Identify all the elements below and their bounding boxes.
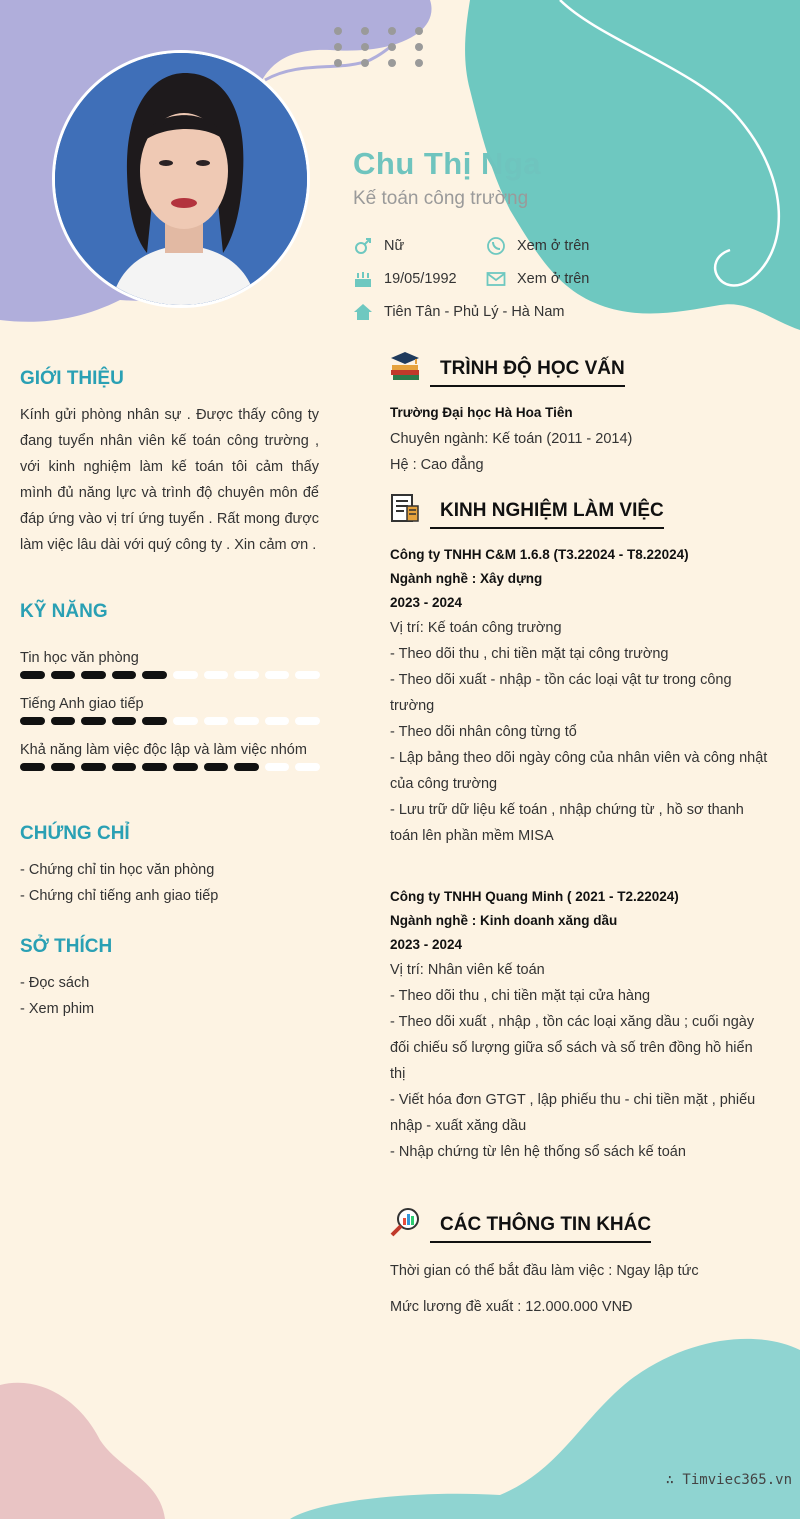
address-value: Tiên Tân - Phủ Lý - Hà Nam: [384, 304, 565, 320]
skill-segment-filled: [112, 717, 137, 725]
candidate-name: Chu Thị Nga: [353, 146, 542, 181]
experience-heading: KINH NGHIỆM LÀM VIỆC: [430, 500, 664, 529]
pink-blob: [0, 1383, 165, 1519]
job-years: 2023 - 2024: [390, 937, 463, 952]
skill-segment-filled: [142, 717, 167, 725]
job-duty: - Nhập chứng từ lên hệ thống sổ sách kế toán: [390, 1144, 686, 1160]
skill-segment-empty: [234, 717, 259, 725]
job-duty: - Theo dõi nhân công từng tổ: [390, 724, 577, 740]
phone-value[interactable]: Xem ở trên: [517, 238, 590, 254]
portrait-image: [55, 53, 310, 308]
bottom-teal-blob: [290, 1339, 800, 1519]
skill-segment-filled: [81, 763, 106, 771]
skill-segment-filled: [142, 671, 167, 679]
intro-heading: GIỚI THIỆU: [20, 368, 124, 389]
watermark: ∴ Timviec365.vn: [665, 1472, 792, 1488]
skill-segment-empty: [204, 671, 229, 679]
skill-segment-filled: [112, 671, 137, 679]
gender-icon: [353, 236, 373, 256]
start-time: Thời gian có thể bắt đầu làm việc : Ngay lập tức: [390, 1263, 699, 1279]
graduation-books-icon: [389, 350, 421, 382]
skill-segment-empty: [234, 671, 259, 679]
skill-item: [20, 650, 320, 696]
phone-icon: [486, 236, 506, 256]
job-position: Vị trí: Kế toán công trường: [390, 620, 562, 636]
skill-segment-filled: [20, 717, 45, 725]
address-row: [353, 302, 565, 322]
skill-bar: [20, 717, 320, 725]
job-years: 2023 - 2024: [390, 595, 463, 610]
job-duty: - Lập bảng theo dõi ngày công của nhân viên và công nhật của công trường: [390, 750, 768, 792]
job-duty: - Theo dõi xuất - nhập - tồn các loại vật tư trong công trường: [390, 672, 732, 714]
hobby-item: - Xem phim: [20, 1001, 95, 1017]
job-company: Công ty TNHH Quang Minh ( 2021 - T2.22024): [390, 889, 679, 904]
skill-segment-filled: [51, 717, 76, 725]
email-icon: [486, 269, 506, 289]
hobbies-heading: SỞ THÍCH: [20, 936, 113, 957]
skill-segment-empty: [295, 671, 320, 679]
job-duty: - Theo dõi thu , chi tiền mặt tại cửa hàng: [390, 988, 651, 1004]
skill-item: [20, 742, 320, 788]
hobby-item: - Đọc sách: [20, 975, 90, 991]
education-level: Hệ : Cao đẳng: [390, 457, 484, 473]
skill-segment-empty: [265, 717, 290, 725]
skill-segment-filled: [204, 763, 229, 771]
job-duty: - Viết hóa đơn GTGT , lập phiếu thu - chi tiền mặt , phiếu nhập - xuất xăng dầu: [390, 1092, 756, 1134]
email-value[interactable]: Xem ở trên: [517, 271, 590, 287]
job-position: Vị trí: Nhân viên kế toán: [390, 962, 545, 978]
skill-label: Khả năng làm việc độc lập và làm việc nhóm: [20, 742, 307, 758]
skill-bar: [20, 763, 320, 771]
skill-item: [20, 696, 320, 742]
job-duty: - Theo dõi thu , chi tiền mặt tại công trường: [390, 646, 669, 662]
job-title: Kế toán công trường: [353, 188, 529, 209]
intro-text: Kính gửi phòng nhân sự . Được thấy công ty đang tuyển nhân viên kế toán công trường , với kinh nghiệm làm kế toán tôi cảm thấy mình đủ năng lực và trình độ chuyên môn để đáp ứng vào vị trí ứng tuyển . Rất mong được làm việc lâu dài với quý công ty . Xin cảm ơn .: [20, 407, 319, 553]
certificate-item: - Chứng chỉ tin học văn phòng: [20, 862, 215, 878]
skill-segment-filled: [51, 763, 76, 771]
skill-segment-empty: [295, 717, 320, 725]
skill-segment-filled: [20, 671, 45, 679]
birthday-row: [353, 269, 457, 289]
email-row: [486, 269, 589, 289]
skill-segment-empty: [173, 671, 198, 679]
skill-segment-empty: [204, 717, 229, 725]
phone-row: [486, 236, 589, 256]
education-heading: TRÌNH ĐỘ HỌC VẤN: [430, 358, 625, 387]
gender-row: [353, 236, 404, 256]
skill-segment-filled: [81, 717, 106, 725]
school-name: Trường Đại học Hà Hoa Tiên: [390, 405, 573, 420]
magnifier-chart-icon: [389, 1206, 421, 1238]
skill-bar: [20, 671, 320, 679]
job-duty: - Theo dõi xuất , nhập , tồn các loại xăng dầu ; cuối ngày đối chiếu số lượng giữa sổ sách và số trên đồng hồ hiển thị: [390, 1014, 755, 1082]
hobbies-list: [20, 970, 94, 1022]
skill-segment-filled: [81, 671, 106, 679]
skills-list: [20, 650, 320, 788]
skill-segment-empty: [265, 671, 290, 679]
expected-salary: Mức lương đề xuất : 12.000.000 VNĐ: [390, 1299, 633, 1315]
skill-label: Tin học văn phòng: [20, 650, 139, 666]
skill-segment-filled: [20, 763, 45, 771]
skill-segment-empty: [295, 763, 320, 771]
job-entry: [390, 885, 770, 1165]
skill-segment-filled: [234, 763, 259, 771]
birthday-cake-icon: [353, 269, 373, 289]
skill-segment-empty: [265, 763, 290, 771]
skill-segment-empty: [173, 717, 198, 725]
work-experience-icon: [389, 492, 421, 524]
job-company: Công ty TNHH C&M 1.6.8 (T3.22024 - T8.22024): [390, 547, 689, 562]
certificates-list: [20, 857, 218, 909]
other-info-heading: CÁC THÔNG TIN KHÁC: [430, 1214, 651, 1243]
gender-value: Nữ: [384, 238, 405, 254]
job-duty: - Lưu trữ dữ liệu kế toán , nhập chứng từ , hồ sơ thanh toán lên phần mềm MISA: [390, 802, 744, 844]
skill-segment-filled: [173, 763, 198, 771]
profile-photo: [52, 50, 310, 308]
education-block: [390, 400, 770, 478]
job-industry: Ngành nghề : Xây dựng: [390, 571, 543, 586]
certificate-item: - Chứng chỉ tiếng anh giao tiếp: [20, 888, 219, 904]
skill-segment-filled: [142, 763, 167, 771]
birthday-value: 19/05/1992: [384, 271, 457, 287]
job-entry: [390, 543, 770, 849]
education-major: Chuyên ngành: Kế toán (2011 - 2014): [390, 431, 633, 447]
skill-label: Tiếng Anh giao tiếp: [20, 696, 144, 712]
home-icon: [353, 302, 373, 322]
skill-segment-filled: [51, 671, 76, 679]
certificates-heading: CHỨNG CHỈ: [20, 823, 130, 844]
skill-segment-filled: [112, 763, 137, 771]
job-industry: Ngành nghề : Kinh doanh xăng dầu: [390, 913, 618, 928]
skills-heading: KỸ NĂNG: [20, 601, 108, 622]
